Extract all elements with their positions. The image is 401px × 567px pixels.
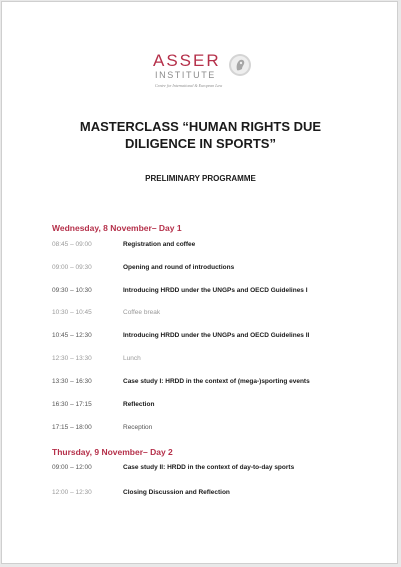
schedule-row [52, 489, 352, 499]
schedule-row [52, 264, 352, 274]
schedule-row [52, 401, 352, 411]
logo-subtitle: INSTITUTE [155, 70, 216, 80]
session-time: 16:30 – 17:15 [52, 401, 92, 408]
schedule-row [52, 309, 352, 319]
title-line-1: MASTERCLASS “HUMAN RIGHTS DUE [79, 119, 322, 134]
schedule-row [52, 464, 352, 474]
session-title: Introducing HRDD under the UNGPs and OECD Guidelines II [123, 332, 310, 339]
session-time: 13:30 – 16:30 [52, 378, 92, 385]
day-1-heading: Wednesday, 8 November– Day 1 [52, 223, 182, 233]
schedule-row [52, 424, 352, 434]
session-time: 12:30 – 13:30 [52, 355, 92, 362]
session-time: 09:00 – 12:00 [52, 464, 92, 471]
session-title: Registration and coffee [123, 241, 196, 248]
day-2-heading: Thursday, 9 November– Day 2 [52, 447, 173, 457]
session-title: Case study II: HRDD in the context of day-to-day sports [123, 464, 295, 471]
logo-tagline: Centre for International & European Law [155, 83, 223, 88]
session-title: Reception [123, 424, 153, 431]
session-title: Reflection [123, 401, 155, 408]
session-time: 08:45 – 09:00 [52, 241, 92, 248]
seal-icon [228, 53, 252, 77]
session-time: 09:30 – 10:30 [52, 287, 92, 294]
session-title: Case study I: HRDD in the context of (mega-)sporting events [123, 378, 310, 385]
schedule-row [52, 241, 352, 251]
title-line-2: DILIGENCE IN SPORTS” [125, 136, 276, 151]
asser-logo [152, 52, 262, 96]
session-title: Opening and round of introductions [123, 264, 235, 271]
session-title: Introducing HRDD under the UNGPs and OECD Guidelines I [123, 287, 308, 294]
session-title: Lunch [123, 355, 141, 362]
session-time: 10:30 – 10:45 [52, 309, 92, 316]
session-title: Closing Discussion and Reflection [123, 489, 230, 496]
schedule-row [52, 332, 352, 342]
session-time: 10:45 – 12:30 [52, 332, 92, 339]
schedule-row [52, 287, 352, 297]
page-title [2, 118, 399, 152]
session-time: 09:00 – 09:30 [52, 264, 92, 271]
logo-wordmark: ASSER [153, 51, 221, 70]
schedule-row [52, 355, 352, 365]
schedule-row [52, 378, 352, 388]
document-page [1, 1, 398, 564]
session-time: 12:00 – 12:30 [52, 489, 92, 496]
session-time: 17:15 – 18:00 [52, 424, 92, 431]
session-title: Coffee break [123, 309, 161, 316]
programme-subtitle: PRELIMINARY PROGRAMME [145, 174, 256, 183]
